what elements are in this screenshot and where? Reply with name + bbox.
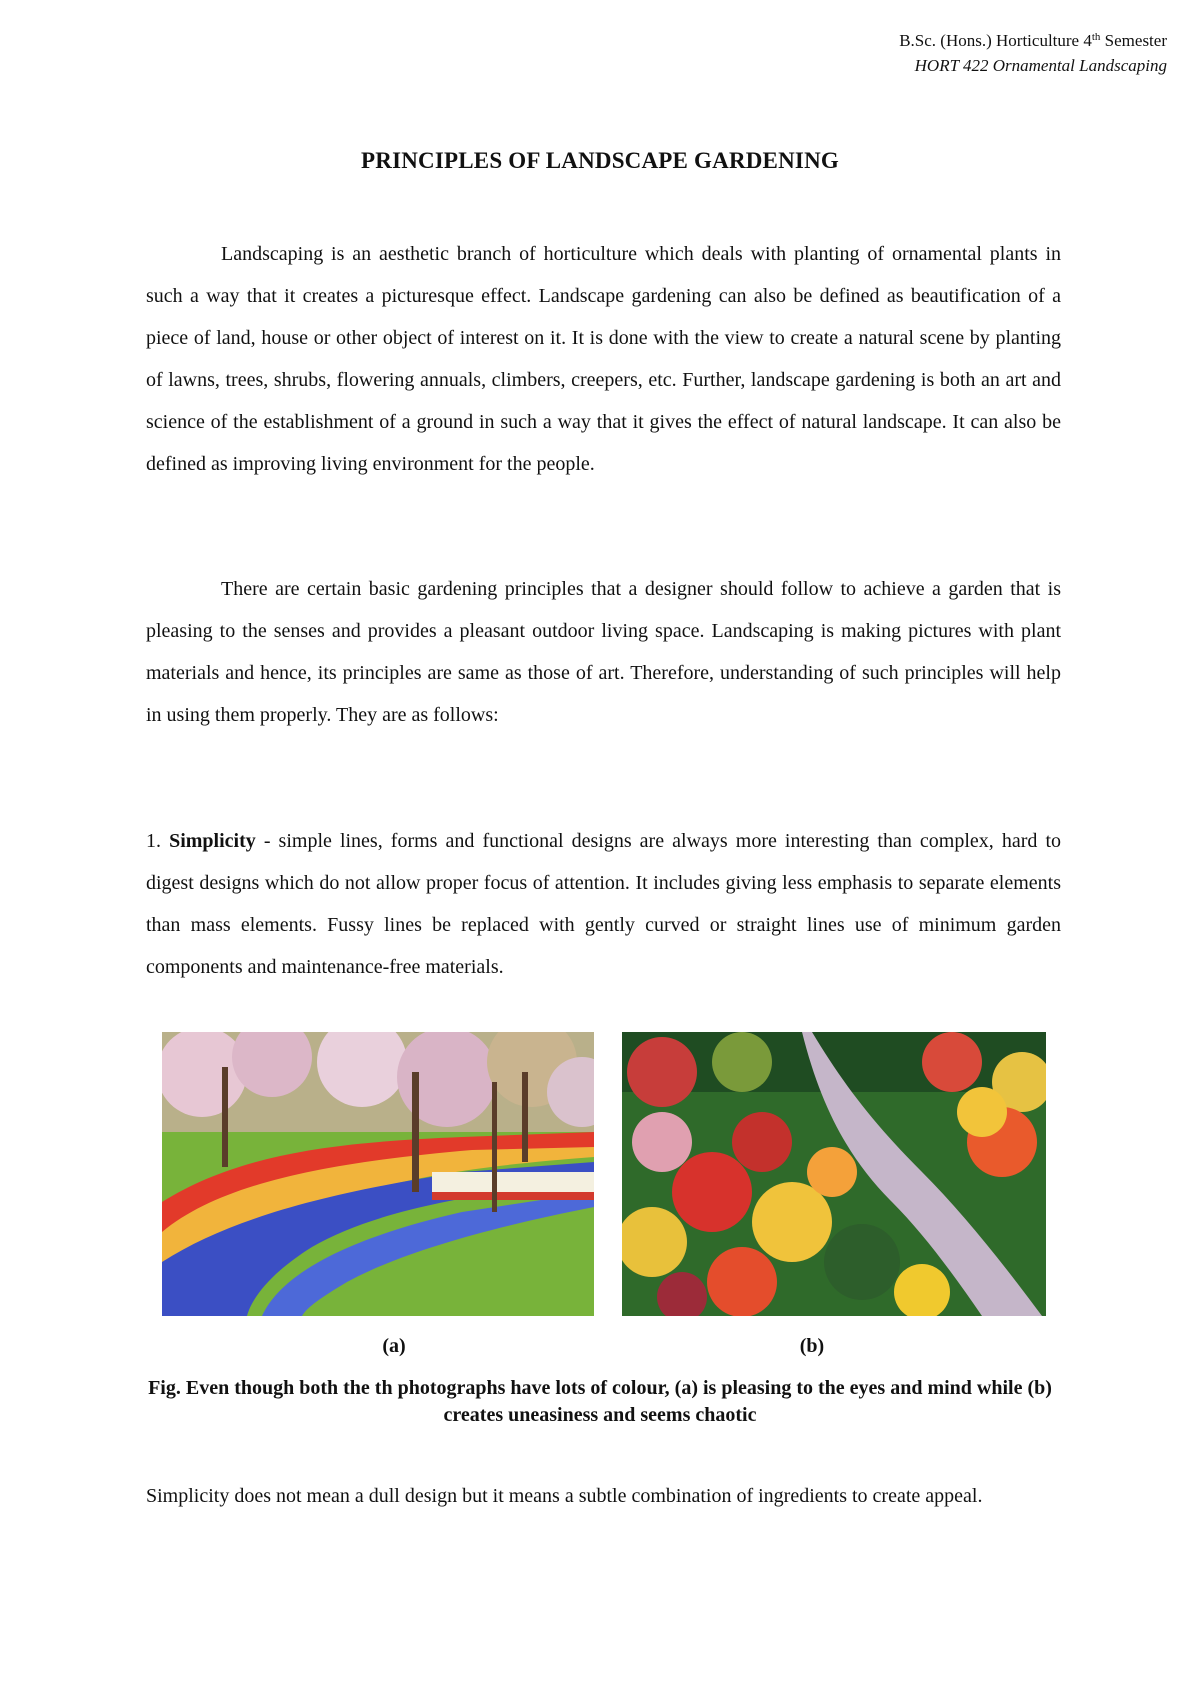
page-title: PRINCIPLES OF LANDSCAPE GARDENING — [361, 148, 839, 173]
principles-intro-paragraph: There are certain basic gardening principles that a designer should follow to achieve a garden that is pleasing to the senses and provides a pleasant outdoor living space. Landscaping is making pictures with plant materials and hence, its principles are same as those of art. Therefore, understanding of such principles will help in using them properly. They are as follows: — [146, 578, 1061, 726]
page-header — [899, 28, 1167, 78]
photo-b-chaotic-garden — [622, 1032, 1046, 1316]
course-line: HORT 422 Ornamental Landscaping — [914, 56, 1167, 75]
principle-term: Simplicity — [169, 830, 256, 852]
intro-paragraph: Landscaping is an aesthetic branch of horticulture which deals with planting of ornamental plants in such a way that it creates a picturesque effect. Landscape gardening can also be defined as beautification of a piece of land, house or other object of interest on it. It is done with the view to create a natural scene by planting of lawns, trees, shrubs, flowering annuals, climbers, creepers, etc. Further, landscape gardening is both an art and science of the establishment of a ground in such a way that it gives the effect of natural landscape. It can also be defined as improving living environment for the people. — [146, 243, 1061, 475]
principle-simplicity: 1. Simplicity - simple lines, forms and functional designs are always more interesting than complex, hard to digest designs which do not allow proper focus of attention. It includes giving less emphasis to separate elements than mass elements. Fussy lines be replaced with gently curved or straight lines use of minimum garden components and maintenance-free materials. — [146, 830, 1062, 978]
photo-a-simple-garden — [162, 1032, 594, 1316]
photo-b-label: (b) — [799, 1335, 825, 1357]
program-line: B.Sc. (Hons.) Horticulture 4th Semester — [899, 31, 1167, 50]
closing-paragraph: Simplicity does not mean a dull design but it means a subtle combination of ingredients to create appeal. — [146, 1485, 983, 1507]
photo-a-label: (a) — [382, 1335, 406, 1357]
figure-caption: Fig. Even though both the th photographs have lots of colour, (a) is pleasing to the eyes and mind while (b) creates uneasiness and seems chaotic — [148, 1377, 1052, 1426]
